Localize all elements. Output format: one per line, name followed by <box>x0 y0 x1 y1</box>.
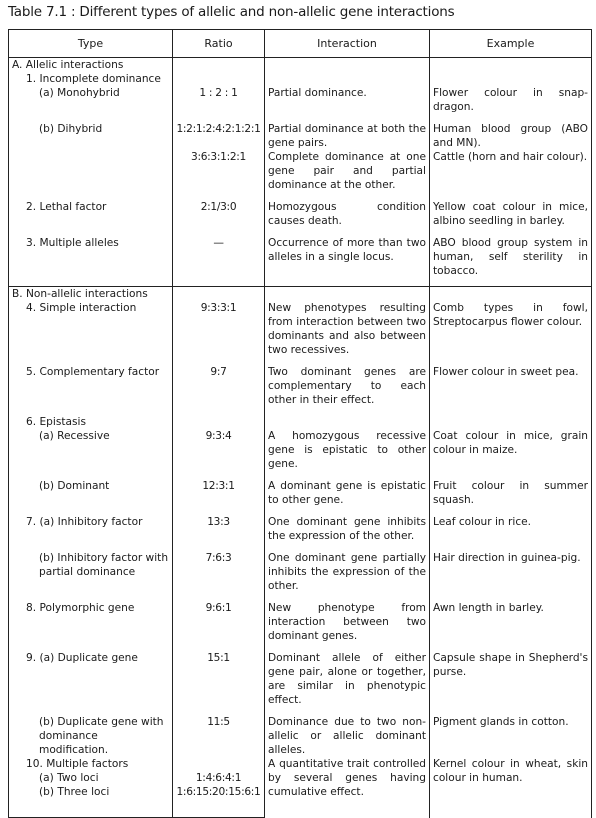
example-cell: Yellow coat colour in mice, albino seedling in barley. <box>430 200 592 228</box>
example-cell: Flower colour in snap-dragon. <box>430 86 592 114</box>
ratio-cell: 9:3:4 <box>173 429 265 471</box>
type-cell: 9. (a) Duplicate gene <box>9 651 173 707</box>
ratio-cell: 3:6:3:1:2:1 <box>173 150 265 192</box>
type-cell: 2. Lethal factor <box>9 200 173 228</box>
interaction-cell: New phenotypes resulting from interaction between two dominants and also between two recessives. <box>265 301 430 357</box>
ratio-cell: — <box>173 236 265 278</box>
table-row <box>9 236 592 278</box>
type-cell: 6. Epistasis <box>9 415 173 429</box>
interaction-cell: Partial dominance at both the gene pairs. <box>265 122 430 150</box>
interaction-cell: A quantitative trait controlled by several genes having cumulative effect. <box>265 757 430 818</box>
interaction-cell: Partial dominance. <box>265 86 430 114</box>
type-cell: 8. Polymorphic gene <box>9 601 173 643</box>
table-row <box>9 551 592 593</box>
ratio-cell: 9:3:3:1 <box>173 301 265 357</box>
type-cell: 4. Simple interaction <box>9 301 173 357</box>
type-cell: (b) Dominant <box>9 479 173 507</box>
type-cell: (a) Recessive <box>9 429 173 471</box>
type-cell: 1. Incomplete dominance <box>9 72 173 86</box>
example-cell: Awn length in barley. <box>430 601 592 643</box>
example-cell: Fruit colour in summer squash. <box>430 479 592 507</box>
example-cell: ABO blood group system in human, self sterility in tobacco. <box>430 236 592 278</box>
ratio-cell: 1:2:1:2:4:2:1:2:1 <box>173 122 265 150</box>
example-cell: Comb types in fowl, Streptocarpus flower colour. <box>430 301 592 357</box>
col-header-interaction: Interaction <box>265 30 430 58</box>
ratio-cell: 7:6:3 <box>173 551 265 593</box>
example-cell: Human blood group (ABO and MN). <box>430 122 592 150</box>
type-cell: (a) Two loci <box>9 771 173 785</box>
section-row-allelic <box>9 58 592 73</box>
type-cell: (b) Inhibitory factor with partial dominance <box>9 551 173 593</box>
example-cell: Kernel colour in wheat, skin colour in human. <box>430 757 592 818</box>
table-row <box>9 479 592 507</box>
type-cell: (b) Duplicate gene with dominance modification. <box>9 715 173 757</box>
table-row <box>9 150 592 192</box>
table-row <box>9 365 592 407</box>
example-cell: Pigment glands in cotton. <box>430 715 592 757</box>
interaction-cell: Complete dominance at one gene pair and partial dominance at the other. <box>265 150 430 192</box>
table-row <box>9 651 592 707</box>
ratio-cell: 1 : 2 : 1 <box>173 86 265 114</box>
ratio-cell: 11:5 <box>173 715 265 757</box>
col-header-type: Type <box>9 30 173 58</box>
table-row <box>9 757 592 771</box>
example-cell: Hair direction in guinea-pig. <box>430 551 592 593</box>
table-row <box>9 301 592 357</box>
type-cell: (b) Three loci <box>9 785 173 818</box>
interaction-cell: Dominant allele of either gene pair, alone or together, are similar in phenotypic effect. <box>265 651 430 707</box>
example-cell: Leaf colour in rice. <box>430 515 592 543</box>
table-row <box>9 72 592 86</box>
interaction-cell: Dominance due to two non-allelic or allelic dominant alleles. <box>265 715 430 757</box>
col-header-example: Example <box>430 30 592 58</box>
type-cell: 10. Multiple factors <box>9 757 173 771</box>
interaction-cell: Homozygous condition causes death. <box>265 200 430 228</box>
example-cell: Coat colour in mice, grain colour in maize. <box>430 429 592 471</box>
example-cell: Capsule shape in Shepherd's purse. <box>430 651 592 707</box>
interaction-cell: One dominant gene partially inhibits the expression of the other. <box>265 551 430 593</box>
type-cell: (b) Dihybrid <box>9 122 173 150</box>
header-row <box>9 30 592 58</box>
ratio-cell: 2:1/3:0 <box>173 200 265 228</box>
type-cell: 3. Multiple alleles <box>9 236 173 278</box>
interaction-cell: A dominant gene is epistatic to other gene. <box>265 479 430 507</box>
gene-interaction-table <box>8 29 592 818</box>
table-row <box>9 715 592 757</box>
section-label: A. Allelic interactions <box>9 58 173 73</box>
type-cell: 5. Complementary factor <box>9 365 173 407</box>
table-row <box>9 86 592 114</box>
ratio-cell: 9:6:1 <box>173 601 265 643</box>
ratio-cell: 1:6:15:20:15:6:1 <box>173 785 265 818</box>
col-header-ratio: Ratio <box>173 30 265 58</box>
interaction-cell: One dominant gene inhibits the expression of the other. <box>265 515 430 543</box>
table-row <box>9 515 592 543</box>
ratio-cell: 1:4:6:4:1 <box>173 771 265 785</box>
table-row <box>9 122 592 150</box>
example-cell: Cattle (horn and hair colour). <box>430 150 592 192</box>
table-row <box>9 601 592 643</box>
table-row <box>9 200 592 228</box>
interaction-cell: Two dominant genes are complementary to each other in their effect. <box>265 365 430 407</box>
interaction-cell: A homozygous recessive gene is epistatic to other gene. <box>265 429 430 471</box>
interaction-cell: New phenotype from interaction between two dominant genes. <box>265 601 430 643</box>
ratio-cell: 9:7 <box>173 365 265 407</box>
ratio-cell: 15:1 <box>173 651 265 707</box>
ratio-cell: 12:3:1 <box>173 479 265 507</box>
section-row-non-allelic <box>9 287 592 302</box>
type-cell: 7. (a) Inhibitory factor <box>9 515 173 543</box>
type-cell: (a) Monohybrid <box>9 86 173 114</box>
table-caption: Table 7.1 : Different types of allelic and non-allelic gene interactions <box>8 4 455 20</box>
ratio-cell: 13:3 <box>173 515 265 543</box>
table-row <box>9 415 592 429</box>
example-cell: Flower colour in sweet pea. <box>430 365 592 407</box>
table-row <box>9 429 592 471</box>
section-label: B. Non-allelic interactions <box>9 287 173 302</box>
interaction-cell: Occurrence of more than two alleles in a single locus. <box>265 236 430 278</box>
